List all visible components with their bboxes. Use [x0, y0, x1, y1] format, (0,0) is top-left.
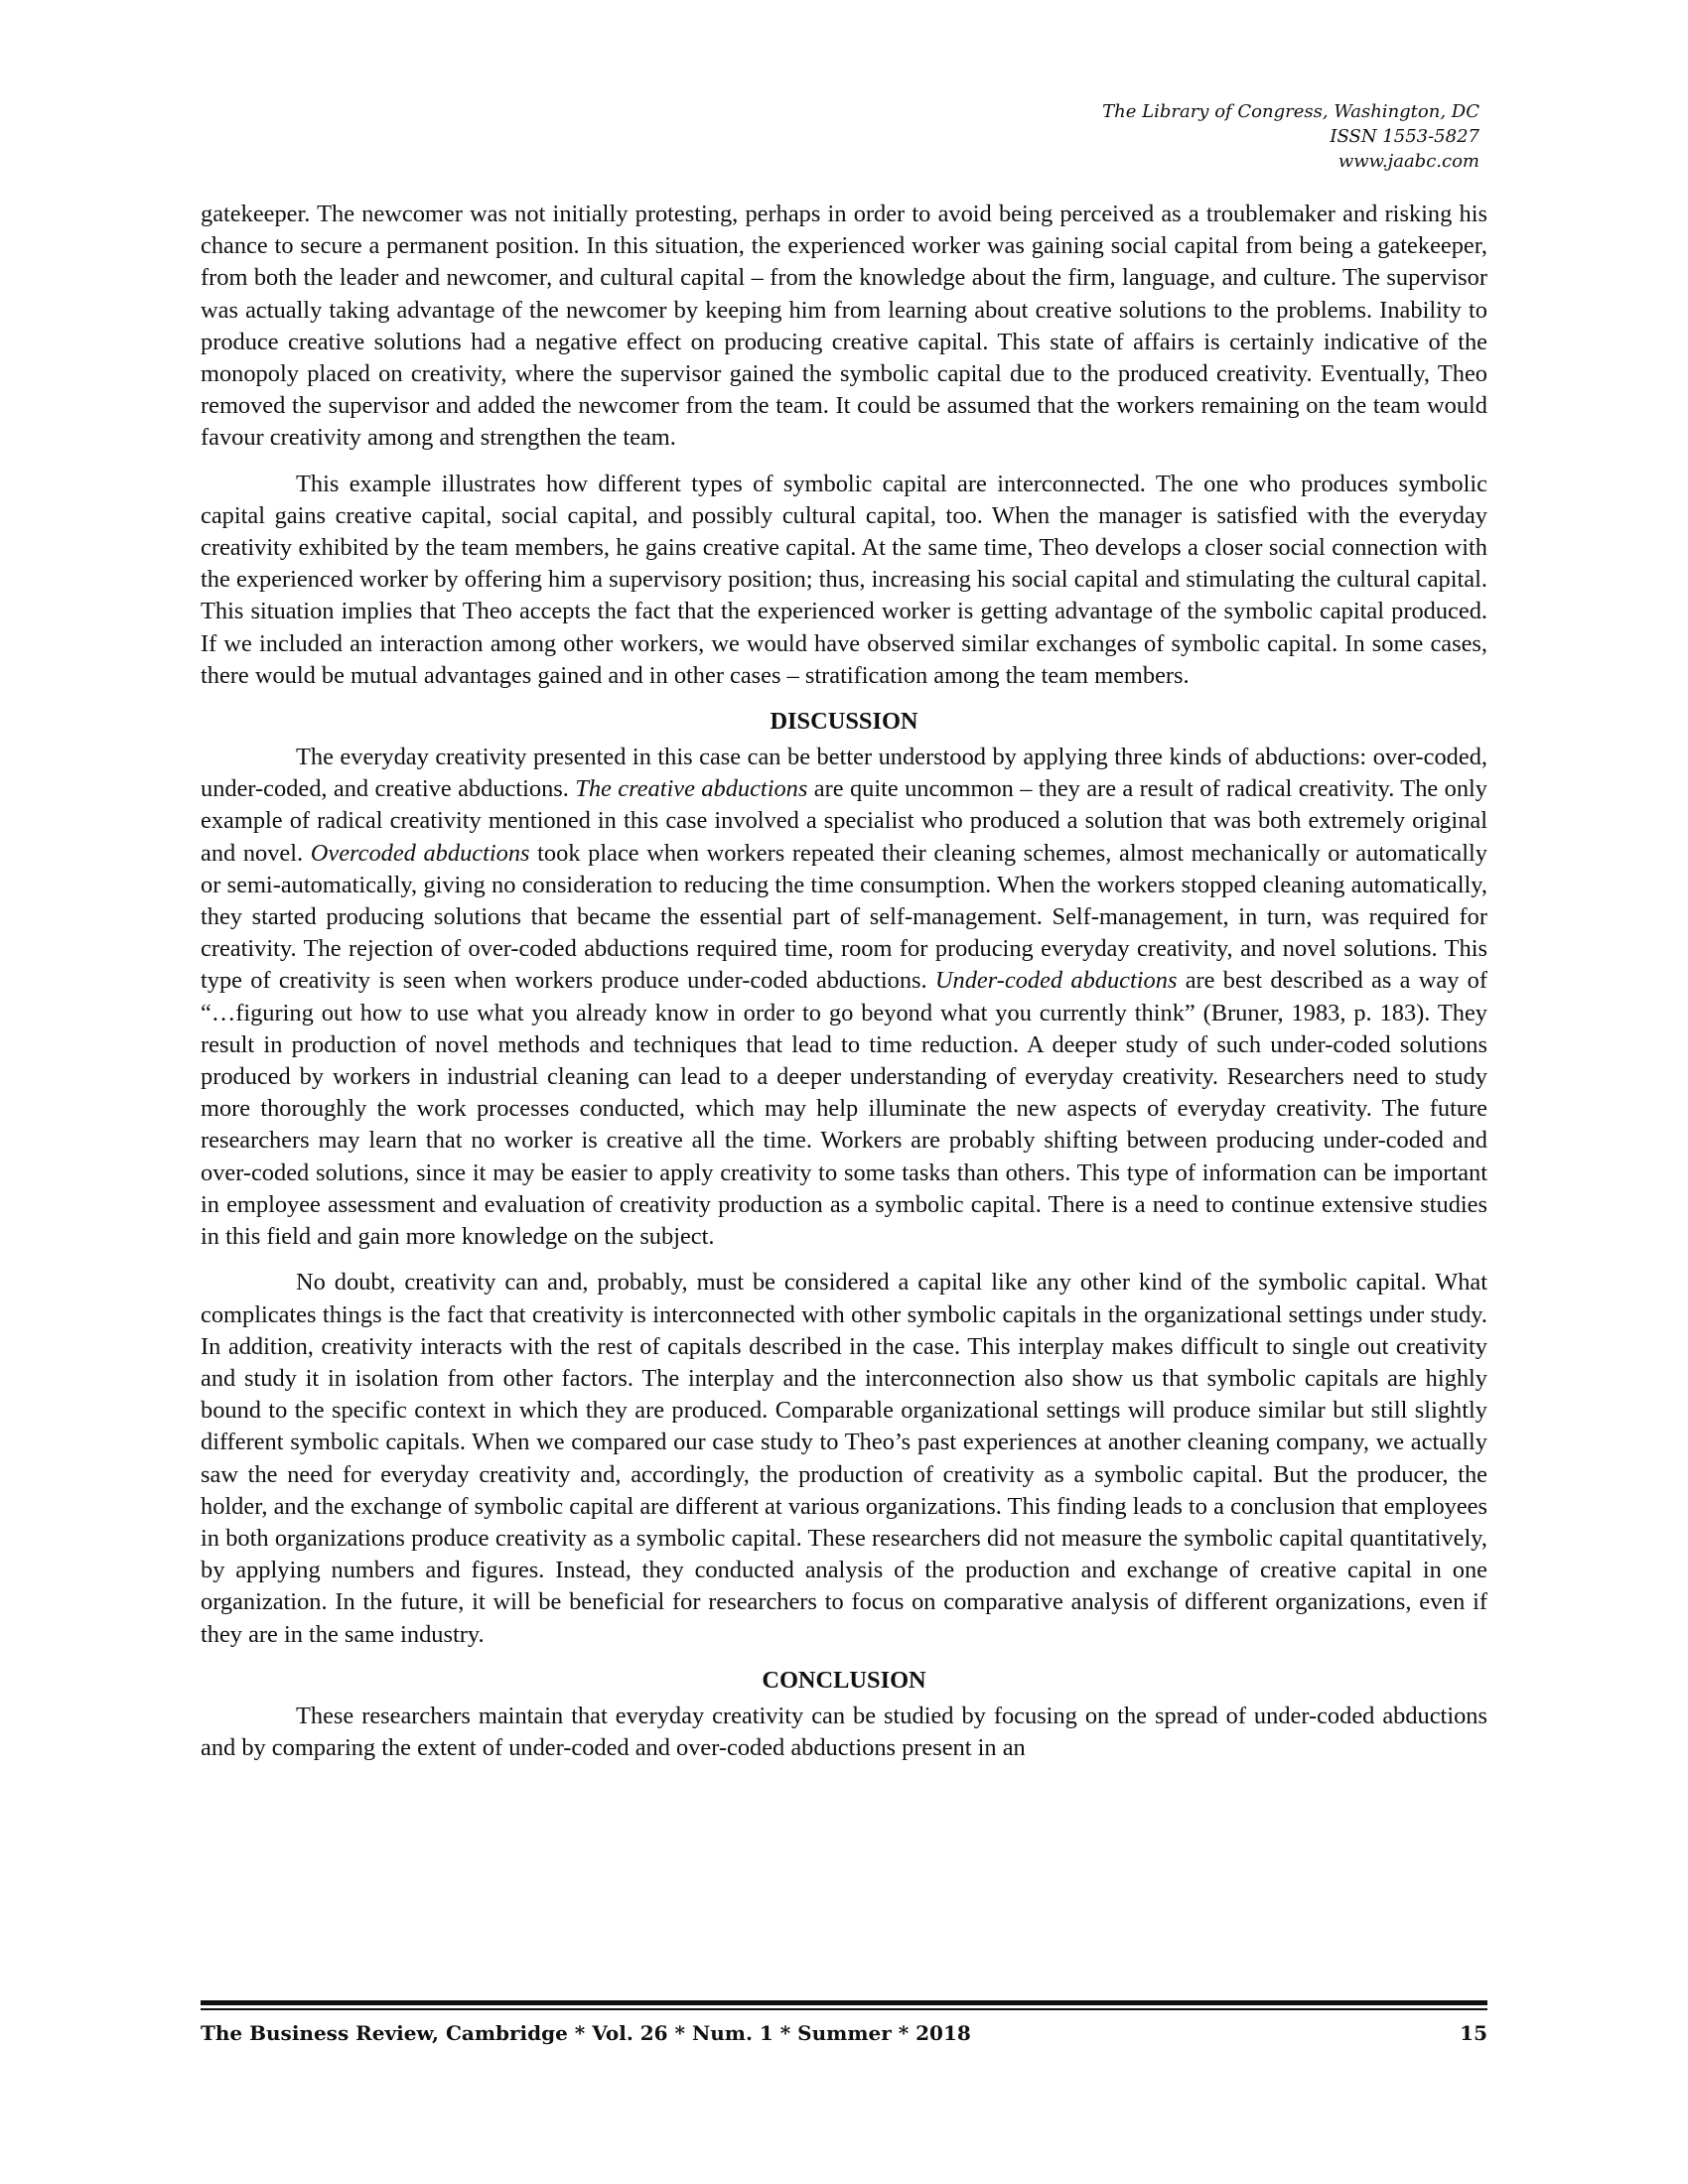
header-issn: ISSN 1553-5827 — [1330, 126, 1479, 147]
paragraph-5: These researchers maintain that everyday creativity can be studied by focusing on the spread of under-coded abductions and by comparing the extent of under-coded and over-coded abductions present in an — [201, 1702, 1487, 1761]
footer-rule-thin — [201, 2008, 1487, 2010]
term-creative-abductions: The creative abductions — [575, 775, 808, 803]
paragraph-4: No doubt, creativity can and, probably, must be considered a capital like any other kind of the symbolic capital. What complicates things is the fact that creativity is interconnected with other symbolic capitals in the organizational settings under study. In addition, creativity interacts with the rest of capitals described in the case. This interplay makes difficult to single out creativity and study it in isolation from other factors. The interplay and the interconnection also show us that symbolic capitals are highly bound to the specific context in which they are produced. Comparable organizational settings will produce similar but still slightly different symbolic capitals. When we compared our case study to Theo’s past experiences at another cleaning company, we actually saw the need for everyday creativity and, accordingly, the production of creativity as a symbolic capital. But the producer, the holder, and the exchange of symbolic capital are different at various organizations. This finding leads to a conclusion that employees in both organizations produce creativity as a symbolic capital. These researchers did not measure the symbolic capital quantitatively, by applying numbers and figures. Instead, they conducted analysis of the production and exchange of creative capital in one organization. In the future, it will be beneficial for researchers to focus on comparative analysis of different organizations, even if they are in the same industry. — [201, 1269, 1487, 1648]
footer-rule-thick — [201, 2000, 1487, 2005]
footer-journal: The Business Review, Cambridge * Vol. 26 * Num. 1 * Summer * 2018 — [201, 2021, 971, 2045]
paragraph-3 — [201, 742, 1487, 1253]
running-header — [884, 99, 1479, 174]
paragraph-3-text-a: The everyday creativity presented in this case can be better understood by applying three kinds of abductions: over-coded, under-coded, and creative abductions. — [201, 744, 1487, 803]
heading-discussion: DISCUSSION — [770, 708, 918, 736]
paragraph-3-text-d: are best described as a way of “…figuring out how to use what you already know in order to go beyond what you currently think” (Bruner, 1983, p. 183). They result in production of novel methods and techniques that lead to time reduction. A deeper study of such under-coded solutions produced by workers in industrial cleaning can lead to a deeper understanding of everyday creativity. Researchers need to study more thoroughly the work processes conducted, which may help illuminate the new aspects of everyday creativity. The future researchers may learn that no worker is creative all the time. Workers are probably shifting between producing under-coded and over-coded solutions, since it may be easier to apply creativity to some tasks than others. This type of information can be important in employee assessment and evaluation of creativity production as a symbolic capital. There is a need to continue extensive studies in this field and gain more knowledge on the subject. — [201, 967, 1487, 1251]
paragraph-2: This example illustrates how different types of symbolic capital are interconnected. The one who produces symbolic capital gains creative capital, social capital, and possibly cultural capital, too. When the manager is satisfied with the everyday creativity exhibited by the team members, he gains creative capital. At the same time, Theo develops a closer social connection with the experienced worker by offering him a supervisory position; thus, increasing his social capital and stimulating the cultural capital. This situation implies that Theo accepts the fact that the experienced worker is getting advantage of the symbolic capital produced. If we included an interaction among other workers, we would have observed similar exchanges of symbolic capital. In some cases, there would be mutual advantages gained and in other cases – stratification among the team members. — [201, 470, 1487, 689]
page-number: 15 — [1460, 2021, 1487, 2045]
heading-conclusion: CONCLUSION — [762, 1666, 926, 1694]
paragraph-3-text-c: took place when workers repeated their cleaning schemes, almost mechanically or automatically or semi-automatically, giving no consideration to reducing the time consumption. When the workers stopped cleaning automatically, they started producing solutions that became the essential part of self-management. Self-management, in turn, was required for creativity. The rejection of over-coded abductions required time, room for producing everyday creativity, and novel solutions. This type of creativity is seen when workers produce under-coded abductions. — [201, 839, 1487, 995]
term-overcoded-abductions: Overcoded abductions — [310, 839, 530, 867]
header-website: www.jaabc.com — [1337, 151, 1479, 172]
paragraph-1: gatekeeper. The newcomer was not initially protesting, perhaps in order to avoid being perceived as a troublemaker and risking his chance to secure a permanent position. In this situation, the experienced worker was gaining social capital from being a gatekeeper, from both the leader and newcomer, and cultural capital – from the knowledge about the firm, language, and culture. The supervisor was actually taking advantage of the newcomer by keeping him from learning about creative solutions to the problems. Inability to produce creative solutions had a negative effect on producing creative capital. This state of affairs is certainly indicative of the monopoly placed on creativity, where the supervisor gained the symbolic capital due to the produced creativity. Eventually, Theo removed the supervisor and added the newcomer from the team. It could be assumed that the workers remaining on the team would favour creativity among and strengthen the team. — [201, 201, 1487, 452]
term-undercoded-abductions: Under-coded abductions — [934, 967, 1178, 995]
article-body — [201, 199, 1487, 1778]
header-library: The Library of Congress, Washington, DC — [1102, 101, 1479, 122]
paragraph-3-text-b: are quite uncommon – they are a result of radical creativity. The only example of radical creativity mentioned in this case involved a specialist who produced a solution that was both extremely original and novel. — [201, 775, 1487, 867]
